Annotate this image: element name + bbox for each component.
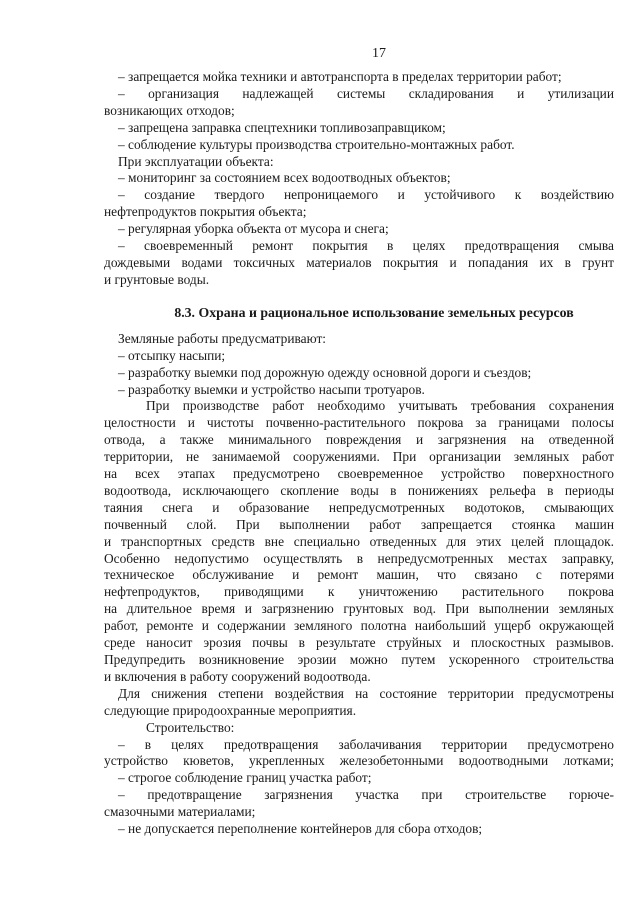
page-number: 17 [372,46,386,61]
text-line: следующие природоохранные мероприятия. [104,702,357,718]
text-line: смазочными материалами; [104,804,256,820]
text-line: – соблюдение культуры производства строительно-монтажных работ. [118,136,515,152]
text-line: При производстве работ необходимо учитывать требования сохранения [146,398,614,414]
text-line: возникающих отходов; [104,102,235,118]
section-land-resources [104,331,614,838]
text-line: Земляные работы предусматривают: [118,330,327,346]
text-line: на всех этапах предусмотрено своевременное устройство поверхностного [104,466,614,482]
text-line: и грунтовые воды. [104,271,210,287]
text-line: – запрещается мойка техники и автотранспорта в пределах территории работ; [118,69,562,84]
text-line: Особенно недопустимо осуществлять в непредусмотренных местах заправку, [104,550,614,566]
text-line: и включения в работу сооружений водоотвода. [104,668,371,684]
text-line: техническое обслуживание и ремонт машин, что связано с потерями [104,567,614,583]
text-line: – отсыпку насыпи; [118,347,226,363]
text-line: – разработку выемки и устройство насыпи тротуаров. [118,381,425,397]
text-line: – запрещена заправка спецтехники топливозаправщиком; [118,119,446,135]
text-line: устройство кюветов, укрепленных железобетонными водоотводными лотками; [104,753,614,769]
text-line: Строительство: [146,719,235,735]
text-line: целостности и чистоты почвенно-растительного покрова за границами полосы [104,415,614,431]
text-line: – не допускается переполнение контейнеров для сбора отходов; [118,821,483,837]
text-line: нефтепродуктов покрытия объекта; [104,204,307,220]
text-line: дождевыми водами токсичных материалов покрытия и попадания их в грунт [104,254,614,270]
text-line: – строгое соблюдение границ участка работ; [118,770,372,786]
text-line: – организация надлежащей системы складирования и утилизации [118,85,614,101]
text-line: Для снижения степени воздействия на состояние территории предусмотрены [118,685,614,701]
text-line: – в целях предотвращения заболачивания территории предусмотрено [118,736,614,752]
text-line: таяния снега и образование непредусмотренных водотоков, смывающих [104,499,614,515]
text-line: – предотвращение загрязнения участка при строительстве горюче- [118,787,614,803]
text-line: и транспортных средств вне специально отведенных для этих целей площадок. [104,533,614,549]
text-line: Предупредить возникновение эрозии можно путем ускоренного строительства [104,652,614,667]
text-line: территории, не занимаемой сооружениями. При организации земляных работ [104,449,614,465]
text-line: – создание твердого непроницаемого и устойчивого к воздействию [118,187,614,203]
text-line: – регулярная уборка объекта от мусора и снега; [118,221,389,237]
text-line: среде наносит эрозия почвы в результате струйных и плоскостных размывов. [104,635,614,651]
section-heading: 8.3. Охрана и рациональное использование земельных ресурсов [174,304,574,320]
text-line: отвода, а также минимального повреждения и загрязнения на отведенной [104,432,614,448]
text-line: почвенный слой. При выполнении работ запрещается стоянка машин [104,516,614,532]
text-line: работ, ремонте и содержании земляного полотна наибольший ущерб окружающей [104,618,614,634]
text-line: нефтепродуктов, приводящими к уничтожению растительного покрова [104,584,614,600]
section-water-measures [104,69,614,289]
text-line: – разработку выемки под дорожную одежду основной дороги и съездов; [118,364,532,380]
text-line: на длительное время и загрязнению грунтовых вод. При выполнении земляных [104,601,614,617]
text-line: При эксплуатации объекта: [118,153,274,169]
text-line: – мониторинг за состоянием всех водоотводных объектов; [118,170,451,186]
text-line: водоотвода, исключающего скопление воды в понижениях рельефа в периоды [104,482,614,498]
text-line: – своевременный ремонт покрытия в целях предотвращения смыва [118,238,614,254]
